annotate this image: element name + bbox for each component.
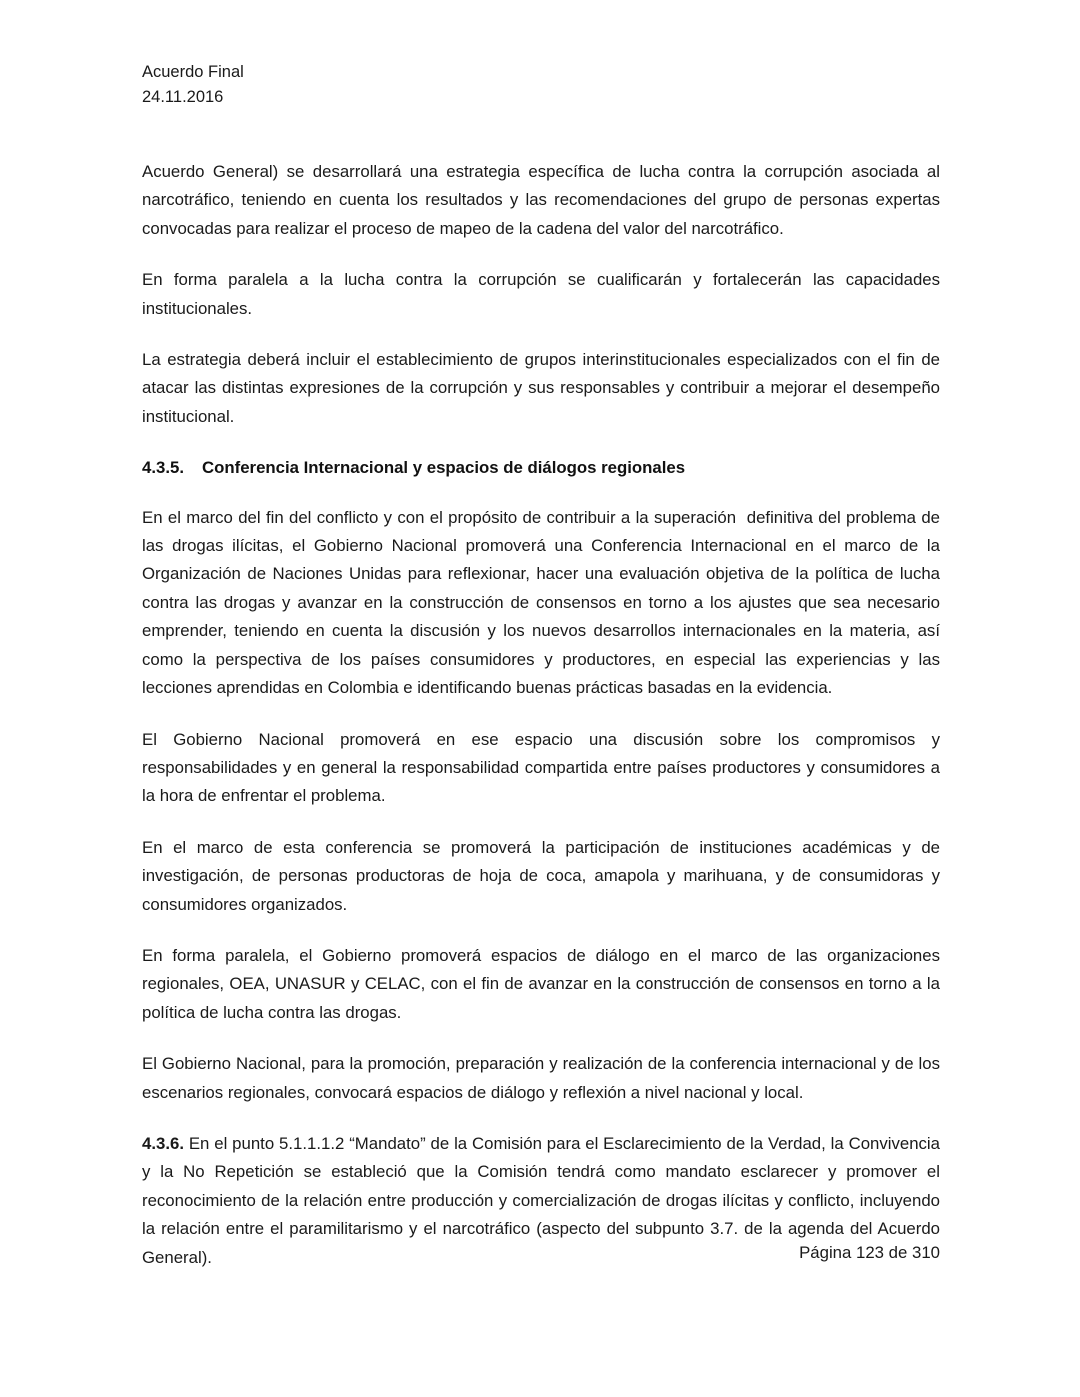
page-number-label: Página 123 de 310 [799, 1243, 940, 1262]
section-title-4-3-5: Conferencia Internacional y espacios de diálogos regionales [202, 458, 686, 478]
paragraph-organizaciones-regionales: En forma paralela, el Gobierno promoverá espacios de diálogo en el marco de las organizaciones regionales, OEA, UNASUR y CELAC, con el fin de avanzar en la construcción de consensos en torno a la política de lucha contra las drogas. [142, 945, 945, 1022]
paragraph-marco-fin-conflicto: En el marco del fin del conflicto y con el propósito de contribuir a la superación definitiva del problema de las drogas ilícitas, el Gobierno Nacional promoverá una Conferencia Internacional en el marco de la Organización de Naciones Unidas para reflexionar, hacer una evaluación objetiva de la política de lucha contra las drogas y avanzar en la construcción de consensos en torno a los ajustes que sea necesario emprender, teniendo en cuenta la discusión y los nuevos desarrollos internacionales en la materia, así como la perspectiva de los países consumidores y productores, en especial las experiencias y las lecciones aprendidas en Colombia e identificando buenas prácticas basadas en la evidencia. [142, 507, 950, 698]
section-number-4-3-6: 4.3.6. [142, 1133, 184, 1153]
paragraph-acuerdo-general: Acuerdo General) se desarrollará una estrategia específica de lucha contra la corrupción asociada al narcotráfico, teniendo en cuenta los resultados y las recomendaciones del grupo de personas expertas convocadas para realizar el proceso de mapeo de la cadena del valor del narcotráfico. [142, 162, 945, 238]
section-number-4-3-5: 4.3.5. [142, 458, 184, 478]
paragraph-estrategia-grupos: La estrategia deberá incluir el establecimiento de grupos interinstitucionales especializados con el fin de atacar las distintas expresiones de la corrupción y sus responsables y contribuir a mejorar el desempeño institucional. [142, 350, 945, 426]
paragraph-promocion-preparacion: El Gobierno Nacional, para la promoción, preparación y realización de la conferencia internacional y de los escenarios regionales, convocará espacios de diálogo y reflexión a nivel nacional y local. [142, 1054, 945, 1102]
document-date: 24.11.2016 [142, 88, 224, 106]
page-footer [142, 1240, 940, 1266]
paragraph-forma-paralela-capacidades: En forma paralela a la lucha contra la corrupción se cualificarán y fortalecerán las capacidades institucionales. [142, 270, 945, 318]
paragraph-participacion-instituciones: En el marco de esta conferencia se promoverá la participación de instituciones académicas y de investigación, de personas productoras de hoja de coca, amapola y marihuana, y de consumidoras y consumidores organizados. [142, 837, 945, 914]
document-body [142, 158, 950, 1272]
paragraph-gobierno-compromisos: El Gobierno Nacional promoverá en ese espacio una discusión sobre los compromisos y responsabilidades y en general la responsabilidad compartida entre países productores y consumidores a la hora de enfrentar el problema. [142, 729, 945, 806]
document-title: Acuerdo Final [142, 63, 244, 81]
document-header [142, 60, 940, 110]
section-text-4-3-6: En el punto 5.1.1.1.2 “Mandato” de la Comisión para el Esclarecimiento de la Verdad, la Convivencia y la No Repetición se estableció que la Comisión tendrá como mandato esclarecer y promover el reconocimiento de la relación entre producción y comercialización de drogas ilícitas y conflicto, incluyendo la relación entre el paramilitarismo y el narcotráfico (aspecto del subpunto 3.7. de la agenda del Acuerdo General). [142, 1133, 945, 1267]
section-heading-4-3-5 [142, 454, 940, 482]
page-content [142, 60, 950, 1272]
